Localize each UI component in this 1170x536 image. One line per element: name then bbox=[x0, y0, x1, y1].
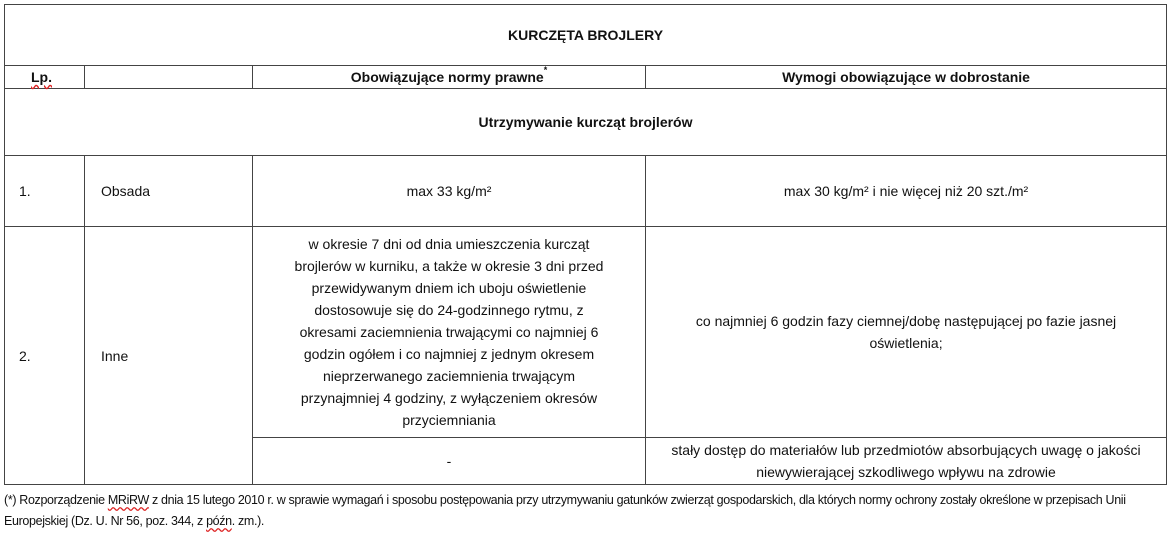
table-row bbox=[5, 227, 1167, 438]
header-welfare: Wymogi obowiązujące w dobrostanie bbox=[646, 66, 1167, 89]
section-title: Utrzymywanie kurcząt brojlerów bbox=[5, 89, 1167, 156]
footnote-middle: z dnia 15 lutego 2010 r. w sprawie wymagań i sposobu postępowania przy utrzymywaniu gatunków zwierząt gospodarskich, dla których normy ochrony zostały określone w przepisach Unii Europejskiej (Dz. U. Nr 56, poz. 344, z bbox=[4, 493, 1126, 528]
header-blank bbox=[85, 66, 253, 89]
row-number: 1. bbox=[5, 156, 85, 227]
table-title: KURCZĘTA BROJLERY bbox=[5, 5, 1167, 66]
header-lp bbox=[5, 66, 85, 89]
row-norm-2: - bbox=[253, 438, 646, 485]
footnote-suffix: . zm.). bbox=[231, 514, 265, 528]
row-norm: w okresie 7 dni od dnia umieszczenia kurcząt brojlerów w kurniku, a także w okresie 3 dni przed przewidywanym dniem ich uboju oświetlenie dostosowuje się do 24-godzinnego rytmu, z okresami zaciemnienia trwającymi co najmniej 6 godzin ogółem i co najmniej z jednym okresem nieprzerwanego zaciemnienia trwającym przynajmniej 4 godziny, z wyłączeniem okresów przyciemniania bbox=[253, 227, 646, 438]
header-norms-text: Obowiązujące normy prawne bbox=[350, 69, 544, 85]
row-number: 2. bbox=[5, 227, 85, 485]
row-name: Obsada bbox=[85, 156, 253, 227]
footnote-abbr: MRiRW bbox=[107, 493, 149, 507]
header-norms bbox=[253, 66, 646, 89]
header-norms-footnote-mark: * bbox=[543, 65, 548, 75]
table-title-row bbox=[5, 5, 1167, 66]
row-welfare-2: stały dostęp do materiałów lub przedmiotów absorbujących uwagę o jakości niewywierającej szkodliwego wpływu na zdrowie bbox=[646, 438, 1167, 485]
table-row bbox=[5, 156, 1167, 227]
header-lp-text: Lp. bbox=[31, 69, 52, 85]
section-row bbox=[5, 89, 1167, 156]
table-header-row bbox=[5, 66, 1167, 89]
row-name: Inne bbox=[85, 227, 253, 485]
welfare-table bbox=[4, 4, 1167, 485]
row-welfare: co najmniej 6 godzin fazy ciemnej/dobę następującej po fazie jasnej oświetlenia; bbox=[646, 227, 1167, 438]
row-welfare: max 30 kg/m² i nie więcej niż 20 szt./m² bbox=[646, 156, 1167, 227]
footnote-pozn: późn bbox=[206, 514, 232, 528]
footnote-prefix: (*) Rozporządzenie bbox=[4, 493, 108, 507]
row-norm: max 33 kg/m² bbox=[253, 156, 646, 227]
footnote bbox=[4, 490, 1166, 532]
